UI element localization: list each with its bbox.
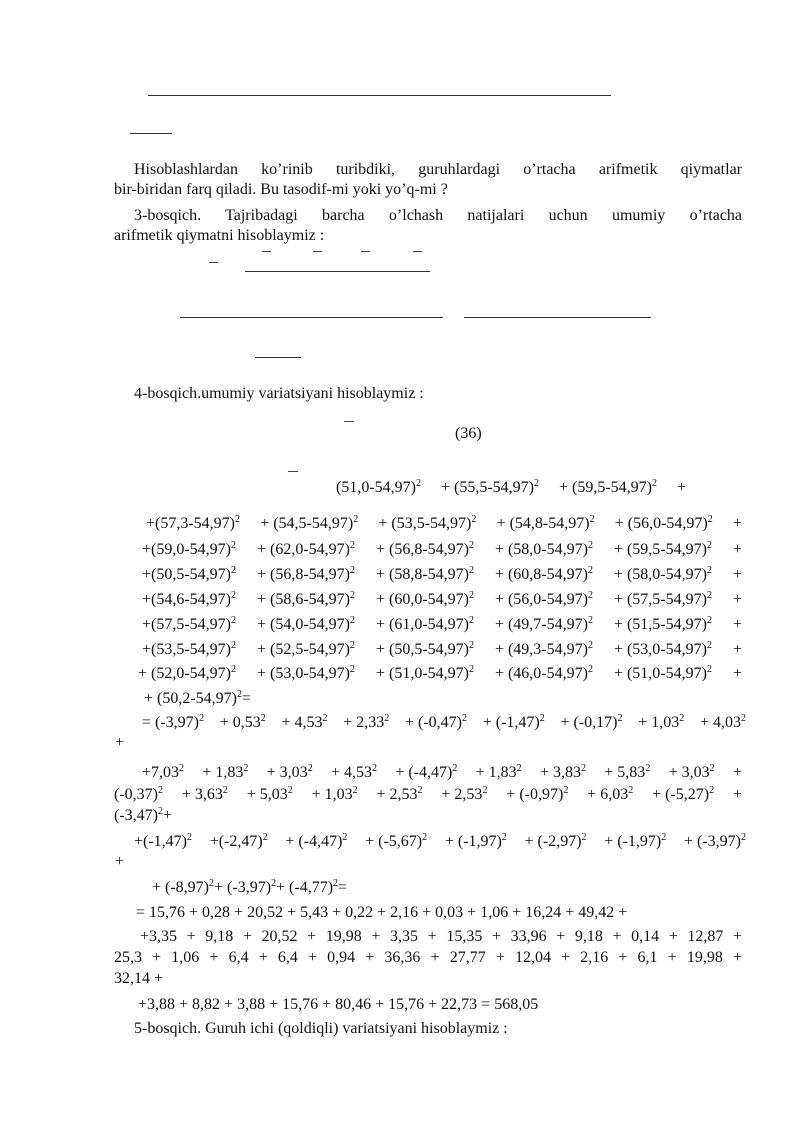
math-term: + $(-4,47)^2$ (395, 763, 458, 781)
squares-line (142, 713, 746, 733)
math-term: + $(54,0-54,97)^2$ (256, 615, 355, 633)
line-plus: + (115, 734, 125, 751)
math-term: + $(58,6-54,97)^2$ (256, 590, 355, 608)
math-term: + $(50,2-54,97)^2$ (144, 689, 243, 707)
math-term: + $(-4,77)^2$ (276, 878, 339, 896)
math-term: $+(57,3-54,97)^2$ (146, 514, 241, 532)
math-term: $+7,03^2$ (142, 763, 185, 781)
deviation-line (142, 590, 742, 610)
math-term: + $2,53^2$ (441, 785, 488, 803)
math-term: + $(51,0-54,97)^2$ (613, 664, 712, 682)
math-term: + (732, 515, 742, 532)
math-term: + $(53,0-54,97)^2$ (256, 664, 355, 682)
squares-line (142, 763, 742, 783)
math-term: $(-3,47)^2$ (114, 806, 163, 824)
math-term: $+(54,6-54,97)^2$ (142, 590, 237, 608)
paragraph-line: 3-bosqich. Tajribadagi barcha o’lchash natijalari uchun umumiy o’rtacha (134, 207, 742, 224)
math-term: + $(60,8-54,97)^2$ (494, 565, 593, 583)
math-term: + $1,83^2$ (475, 763, 522, 781)
math-term: + $(-3,97)^2$ (214, 878, 277, 896)
math-term: + $(-8,97)^2$ (152, 878, 215, 896)
math-term: + $(-0,97)^2$ (506, 785, 569, 803)
overline-bar (209, 262, 218, 263)
math-term: + (676, 479, 686, 496)
step-heading: 5-bosqich. Guruh ichi (qoldiqli) variatsiyani hisoblaymiz : (134, 1020, 508, 1037)
math-term: + (732, 665, 742, 682)
squares-line (152, 878, 408, 898)
sum-line: = 15,76 + 0,28 + 20,52 + 5,43 + 0,22 + 2,16 + 0,03 + 1,06 + 16,24 + 49,42 + (136, 904, 628, 921)
math-term: + $(51,0-54,97)^2$ (375, 664, 474, 682)
math-term: + (732, 641, 742, 658)
overline-bar (313, 251, 322, 252)
math-term: $(-0,37)^2$ (114, 785, 163, 803)
formula-rule (148, 95, 611, 96)
math-term: = $(-3,97)^2$ (142, 713, 205, 731)
squares-line (134, 832, 746, 852)
overline-bar (262, 251, 271, 252)
math-term: + (162, 807, 173, 824)
math-term: + $1,03^2$ (311, 785, 358, 803)
math-term: + (732, 566, 742, 583)
math-term: + $(58,0-54,97)^2$ (613, 565, 712, 583)
math-term: + $(55,5-54,97)^2$ (440, 478, 539, 496)
math-term: + $(62,0-54,97)^2$ (256, 540, 355, 558)
math-term: + $(49,7-54,97)^2$ (494, 615, 593, 633)
math-term: + $0,53^2$ (219, 713, 266, 731)
fraction-rule (245, 271, 430, 272)
formula-rule (130, 133, 172, 134)
deviation-line (336, 478, 686, 498)
math-term: = (242, 690, 252, 707)
math-term: + (732, 786, 742, 803)
sum-line: +3,88 + 8,82 + 3,88 + 15,76 + 80,46 + 15,76 + 22,73 = 568,05 (138, 996, 539, 1013)
math-term: + (732, 541, 742, 558)
paragraph-line: Hisoblashlardan ko’rinib turibdiki, guruhlardagi o’rtacha arifmetik qiymatlar (134, 161, 742, 178)
math-term: + $(60,0-54,97)^2$ (375, 590, 474, 608)
math-term: + $5,83^2$ (604, 763, 651, 781)
math-term: + $3,03^2$ (266, 763, 313, 781)
math-term: + $(-5,67)^2$ (365, 832, 428, 850)
fraction-rule (180, 317, 443, 318)
math-term: = (338, 879, 348, 896)
math-term: $+(53,5-54,97)^2$ (142, 640, 237, 658)
math-term: + $5,03^2$ (246, 785, 293, 803)
math-term: + $4,53^2$ (330, 763, 378, 781)
math-term: + $(56,0-54,97)^2$ (494, 590, 593, 608)
math-term: + $(-2,97)^2$ (524, 832, 587, 850)
math-term: + $(53,5-54,97)^2$ (378, 514, 477, 532)
math-term: + $(57,5-54,97)^2$ (613, 590, 712, 608)
math-term: $+(57,5-54,97)^2$ (142, 615, 237, 633)
deviation-line (144, 689, 264, 709)
math-term: + $(61,0-54,97)^2$ (375, 615, 474, 633)
math-term: + $(51,5-54,97)^2$ (613, 615, 712, 633)
deviation-line (142, 640, 742, 660)
math-term: + $(-3,97)^2$ (683, 832, 746, 850)
math-term: + $3,03^2$ (668, 763, 715, 781)
math-term: + $3,63^2$ (181, 785, 228, 803)
math-term: + $(-0,17)^2$ (560, 713, 623, 731)
deviation-line (142, 565, 742, 585)
overline-bar (288, 471, 298, 472)
math-term: + $(-4,47)^2$ (285, 832, 348, 850)
math-term: + $(-0,47)^2$ (404, 713, 467, 731)
math-term: + $(50,5-54,97)^2$ (375, 640, 474, 658)
squares-line (114, 806, 174, 826)
formula-rule (255, 357, 301, 358)
math-term: + $(46,0-54,97)^2$ (494, 664, 593, 682)
math-term: + $(52,5-54,97)^2$ (256, 640, 355, 658)
deviation-line (142, 540, 742, 560)
step-heading: 4-bosqich.umumiy variatsiyani hisoblaymiz : (134, 385, 424, 402)
math-term: + $(56,8-54,97)^2$ (375, 540, 474, 558)
fraction-rule (464, 317, 651, 318)
equation-number: (36) (455, 425, 482, 442)
math-term: + (732, 616, 742, 633)
math-term: $+(-2,47)^2$ (209, 832, 268, 850)
math-term: + $(54,8-54,97)^2$ (496, 514, 595, 532)
math-term: + $(49,3-54,97)^2$ (494, 640, 593, 658)
deviation-line (146, 514, 742, 534)
math-term: + $4,53^2$ (281, 713, 328, 731)
math-term: $+(50,5-54,97)^2$ (142, 565, 237, 583)
math-term: + (732, 764, 742, 781)
overline-bar (413, 251, 422, 252)
math-term: + $6,03^2$ (587, 785, 634, 803)
sum-line: 32,14 + (114, 970, 164, 987)
math-term: + $3,83^2$ (539, 763, 586, 781)
overline-bar (344, 421, 354, 422)
math-term: + $(-1,47)^2$ (482, 713, 545, 731)
math-term: $+(-1,47)^2$ (134, 832, 193, 850)
math-term: + $(-1,97)^2$ (604, 832, 667, 850)
math-term: + $(59,5-54,97)^2$ (613, 540, 712, 558)
math-term: + $(52,0-54,97)^2$ (138, 664, 237, 682)
math-term: + $(59,5-54,97)^2$ (558, 478, 657, 496)
deviation-line (138, 664, 742, 684)
math-term: + $(56,8-54,97)^2$ (256, 565, 355, 583)
paragraph-line: arifmetik qiymatni hisoblaymiz : (114, 227, 325, 244)
overline-bar (361, 251, 370, 252)
math-term: + $(-5,27)^2$ (652, 785, 715, 803)
sum-line: 25,3 + 1,06 + 6,4 + 6,4 + 0,94 + 36,36 + 27,77 + 12,04 + 2,16 + 6,1 + 19,98 + (114, 949, 742, 966)
math-term: + $(-1,97)^2$ (444, 832, 507, 850)
math-term: + $(58,0-54,97)^2$ (494, 540, 593, 558)
math-term: + $(58,8-54,97)^2$ (375, 565, 474, 583)
math-term: + $1,03^2$ (638, 713, 685, 731)
math-term: + $(54,5-54,97)^2$ (260, 514, 359, 532)
paragraph-line: bir-biridan farq qiladi. Bu tasodif-mi yoki yo’q-mi ? (114, 181, 448, 198)
math-term: + (732, 591, 742, 608)
math-term: + $1,83^2$ (202, 763, 249, 781)
math-term: $+(59,0-54,97)^2$ (142, 540, 237, 558)
math-term: $(51,0-54,97)^2$ (336, 478, 421, 496)
deviation-line (142, 615, 742, 635)
sum-line: +3,35 + 9,18 + 20,52 + 19,98 + 3,35 + 15,35 + 33,96 + 9,18 + 0,14 + 12,87 + (140, 928, 742, 945)
math-term: + $4,03^2$ (699, 713, 746, 731)
math-term: + $(53,0-54,97)^2$ (613, 640, 712, 658)
math-term: + $2,53^2$ (376, 785, 423, 803)
math-term: + $(56,0-54,97)^2$ (614, 514, 713, 532)
math-term: + $2,33^2$ (343, 713, 390, 731)
squares-line (114, 785, 742, 805)
line-plus: + (115, 853, 125, 870)
